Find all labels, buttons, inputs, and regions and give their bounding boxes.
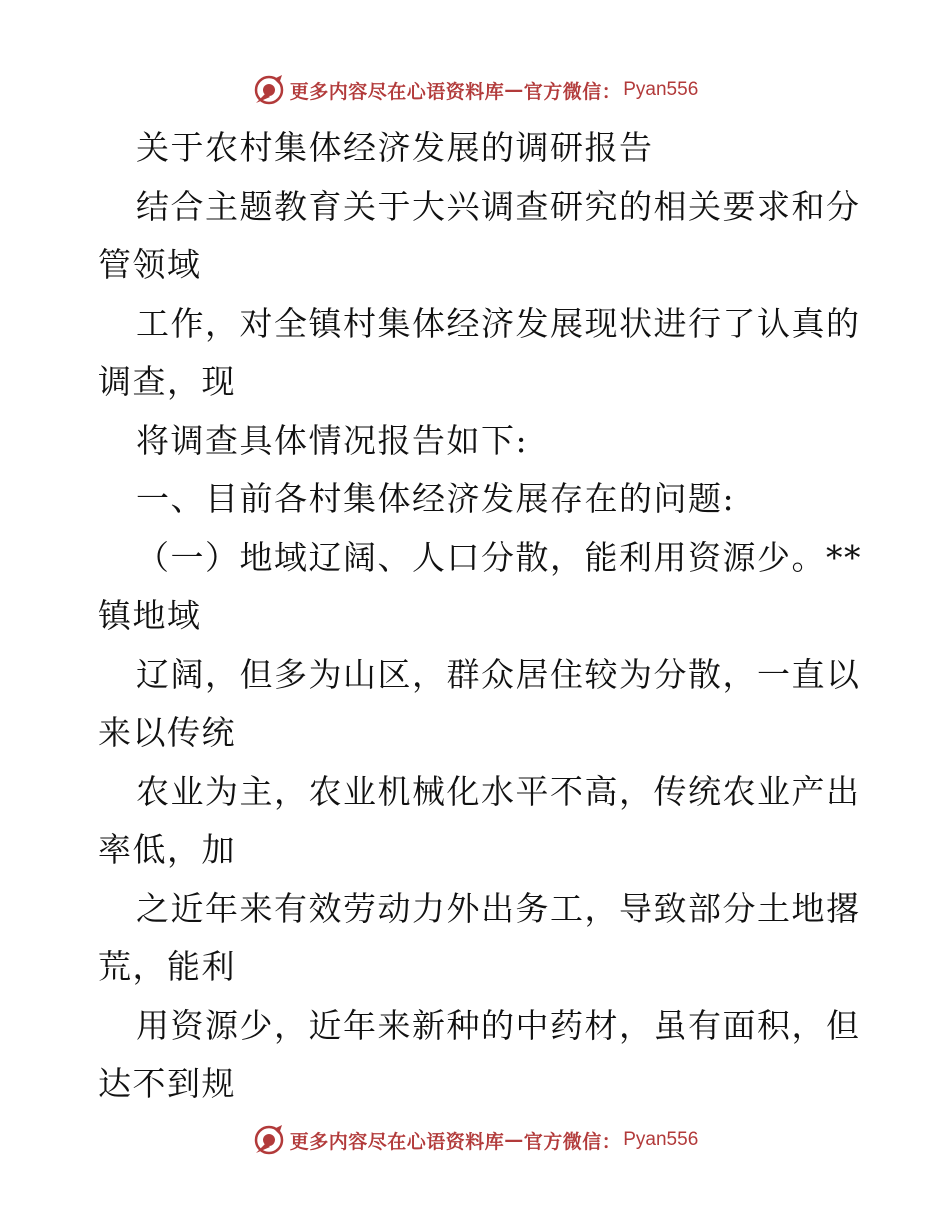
text-line: 关于农村集体经济发展的调研报告 bbox=[136, 128, 654, 167]
watermark-primary-text: 更多内容尽在心语资料库 bbox=[289, 1130, 505, 1153]
text-line: 镇地域 bbox=[98, 596, 202, 635]
footer-watermark bbox=[0, 1120, 950, 1160]
text-line: 荒，能利 bbox=[98, 947, 236, 986]
text-line: 达不到规 bbox=[98, 1064, 236, 1103]
text-line: 调查，现 bbox=[98, 362, 236, 401]
watermark-wechat-id: Pyan556 bbox=[623, 1129, 699, 1150]
text-line: （一）地域辽阔、人口分散，能利用资源少。** bbox=[136, 537, 862, 577]
watermark-secondary-text: 官方微信： bbox=[523, 1130, 622, 1153]
text-line: 农业为主，农业机械化水平不高，传统农业产出 bbox=[136, 771, 861, 811]
header-watermark bbox=[0, 70, 950, 110]
pen-logo-icon bbox=[252, 73, 286, 107]
text-line: 率低，加 bbox=[98, 830, 236, 869]
text-line: 结合主题教育关于大兴调查研究的相关要求和分 bbox=[136, 186, 861, 226]
watermark-primary-text: 更多内容尽在心语资料库 bbox=[289, 80, 505, 103]
text-line: 之近年来有效劳动力外出务工，导致部分土地撂 bbox=[136, 888, 861, 928]
text-line: 工作，对全镇村集体经济发展现状进行了认真的 bbox=[136, 303, 861, 343]
watermark-dash: — bbox=[504, 1129, 524, 1151]
watermark-wechat-id: Pyan556 bbox=[623, 79, 699, 100]
text-line: 管领域 bbox=[98, 245, 202, 284]
document-body bbox=[98, 119, 862, 1114]
text-line: 用资源少，近年来新种的中药材，虽有面积，但 bbox=[136, 1005, 861, 1045]
text-line: 将调查具体情况报告如下: bbox=[136, 420, 529, 460]
text-line: 辽阔，但多为山区，群众居住较为分散，一直以 bbox=[136, 654, 861, 694]
text-line: 来以传统 bbox=[98, 713, 236, 752]
pen-logo-icon bbox=[252, 1123, 286, 1157]
text-line: 一、目前各村集体经济发展存在的问题: bbox=[136, 479, 736, 518]
watermark-dash: — bbox=[504, 79, 524, 101]
watermark-secondary-text: 官方微信： bbox=[523, 80, 622, 103]
